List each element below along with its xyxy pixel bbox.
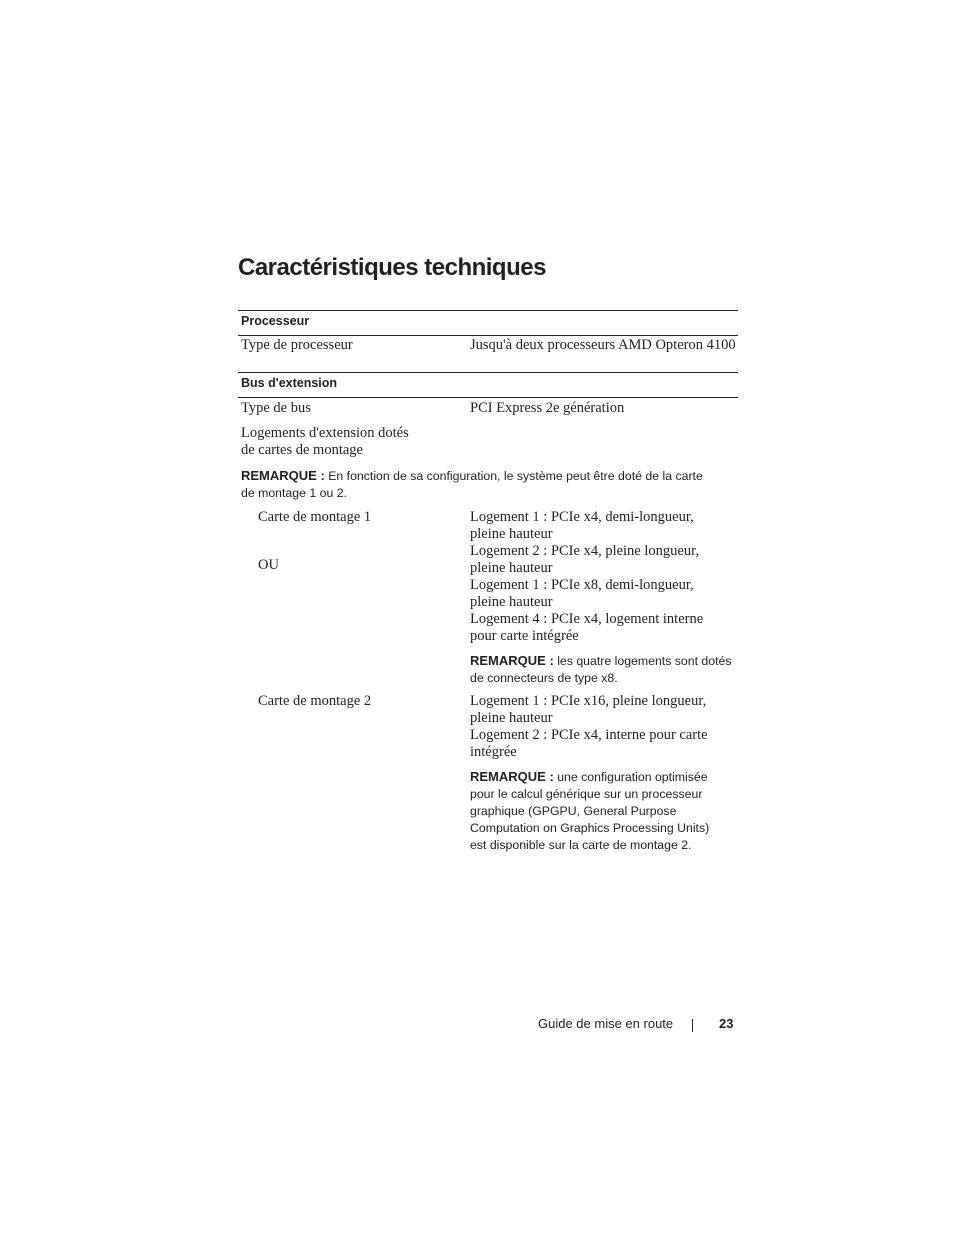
- section-divider-rule: [238, 372, 738, 373]
- bus-type-label: Type de bus: [241, 400, 311, 416]
- page-title: Caractéristiques techniques: [238, 254, 546, 281]
- slot-line: Logement 1 : PCIe x4, demi-longueur,: [470, 509, 694, 525]
- slot-line: Logement 4 : PCIe x4, logement interne: [470, 611, 704, 627]
- bus-type-value: PCI Express 2e génération: [470, 400, 625, 416]
- slot-line: Logement 2 : PCIe x4, interne pour carte: [470, 727, 708, 743]
- section-header-expansion: Bus d'extension: [241, 376, 338, 390]
- riser2-label: Carte de montage 2: [258, 693, 372, 709]
- slot-line: Logement 2 : PCIe x4, pleine longueur,: [470, 543, 699, 559]
- section-header-rule: [238, 397, 738, 398]
- table-top-rule: [238, 310, 738, 311]
- note-text: les quatre logements sont dotés: [553, 654, 732, 668]
- slot-line: intégrée: [470, 744, 517, 760]
- riser-config-note: [241, 467, 738, 502]
- expansion-slots-label-line: de cartes de montage: [241, 442, 363, 458]
- note-prefix: REMARQUE :: [470, 769, 554, 784]
- note-text: pour le calcul générique sur un processeur: [470, 787, 703, 801]
- note-text: Computation on Graphics Processing Units): [470, 821, 710, 835]
- slot-line: pour carte intégrée: [470, 628, 579, 644]
- note-prefix: REMARQUE :: [241, 468, 325, 483]
- note-text: En fonction de sa configuration, le système peut être doté de la carte: [324, 469, 703, 483]
- slot-line: pleine hauteur: [470, 594, 553, 610]
- processor-type-label: Type de processeur: [241, 337, 353, 353]
- slot-line: pleine hauteur: [470, 710, 553, 726]
- riser1-note: [470, 652, 738, 687]
- expansion-slots-label-line: Logements d'extension dotés: [241, 425, 409, 441]
- note-text: une configuration optimisée: [553, 770, 708, 784]
- riser2-note: [470, 768, 738, 854]
- riser2-slots: [470, 693, 708, 761]
- riser1-label: Carte de montage 1: [258, 509, 372, 525]
- note-text: est disponible sur la carte de montage 2.: [470, 838, 692, 852]
- processor-type-value: Jusqu'à deux processeurs AMD Opteron 4100: [470, 337, 736, 353]
- footer-separator: [692, 1019, 693, 1032]
- note-text: graphique (GPGPU, General Purpose: [470, 804, 677, 818]
- slot-line: Logement 1 : PCIe x8, demi-longueur,: [470, 577, 694, 593]
- riser1-or-label: OU: [258, 557, 279, 573]
- riser1-slots: [470, 509, 703, 645]
- section-header-rule: [238, 335, 738, 336]
- section-header-processor: Processeur: [241, 314, 310, 328]
- slot-line: pleine hauteur: [470, 526, 553, 542]
- page-number: 23: [719, 1016, 734, 1031]
- note-text: de montage 1 ou 2.: [241, 486, 347, 500]
- slot-line: Logement 1 : PCIe x16, pleine longueur,: [470, 693, 707, 709]
- note-prefix: REMARQUE :: [470, 653, 554, 668]
- footer-guide-title: Guide de mise en route: [538, 1016, 674, 1031]
- note-text: de connecteurs de type x8.: [470, 671, 618, 685]
- expansion-slots-label: [241, 425, 409, 459]
- slot-line: pleine hauteur: [470, 560, 553, 576]
